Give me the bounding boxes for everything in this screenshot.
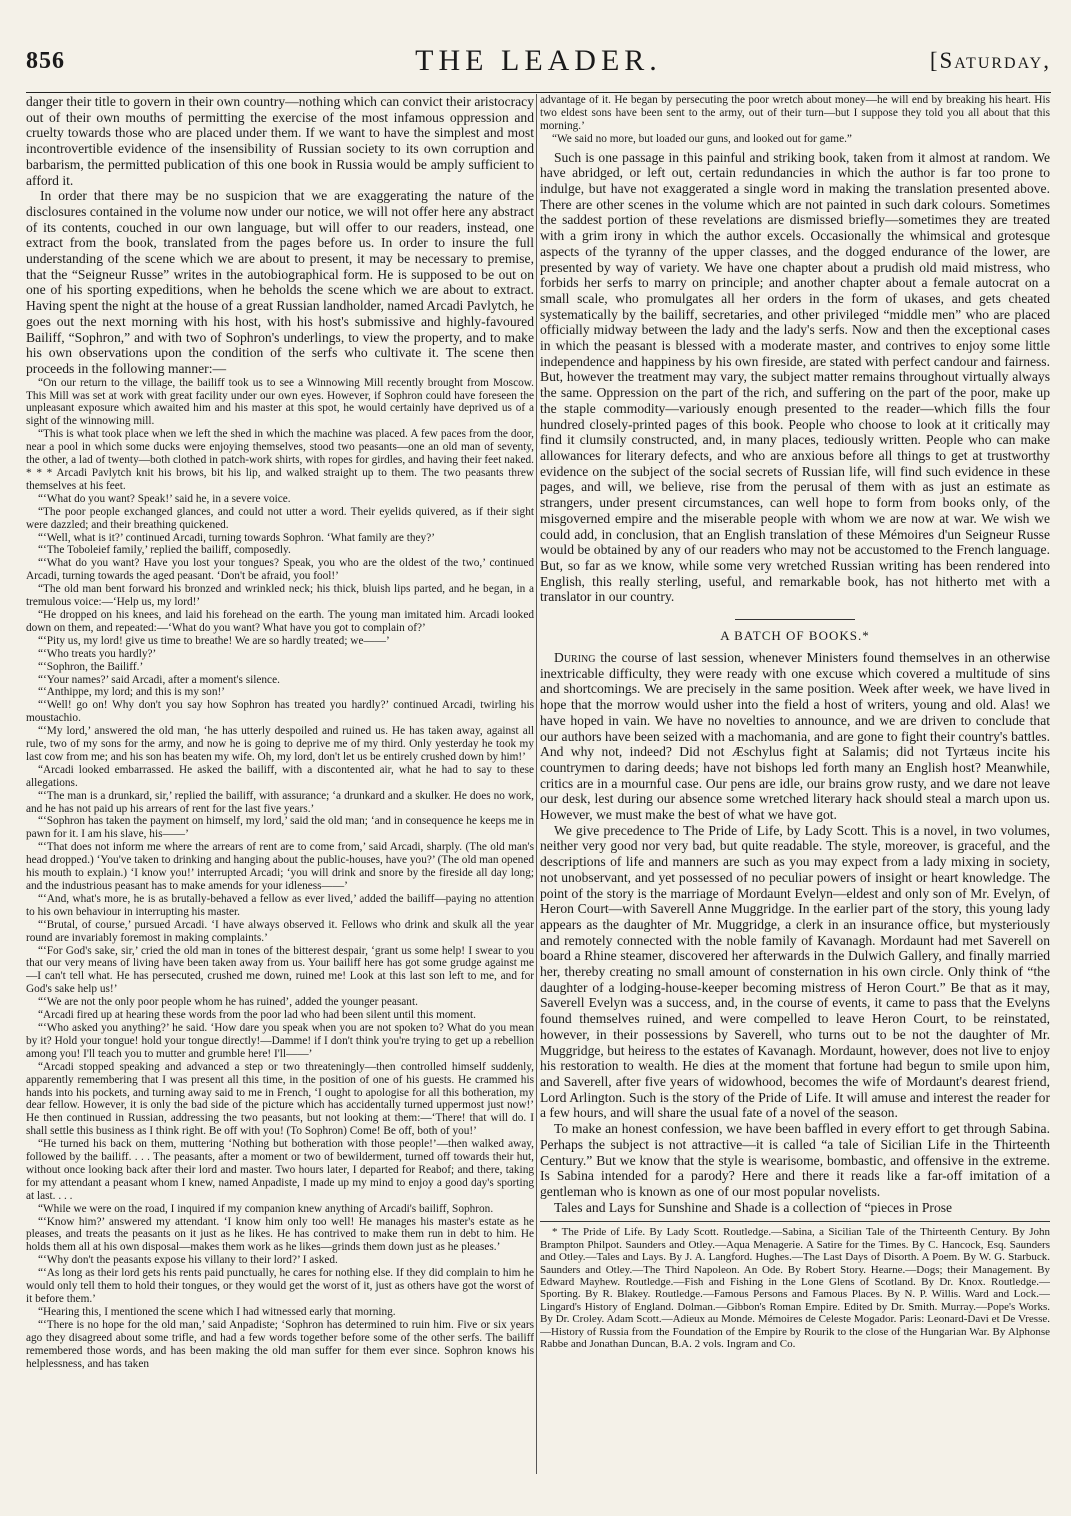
article-paragraph: Such is one passage in this painful and striking book, taken from it almost at random. We have abridged, or left out, certain redundancies in which the author is far too prone to indulge, but have not exaggerated a single word in making the translation presented above. There are other scenes in the volume which are not painted in such dark colours. Sometimes the saddest portion of these revelations are dismissed briefly—sometimes they are treated with a grim irony in which the author excels. Occasionally the whimsical and grotesque aspects of the tyranny of the upper classes, and the dogged endurance of the lower, are presented by way of variety. We have one chapter about a prudish old maid mistress, who forbids her serfs to marry on principle; and another chapter about a female autocrat on a small scale, who promulgates all her orders in the form of ukases, and gets cheated systematically by the bailiff, secretaries, and other privileged “middle men” who are placed officially midway between the lady and the lady's serfs. Now and then the exceptional cases in which the peasant is blessed with a moderate master, and contrives to enjoy some little independence and happiness by his own fireside, are stated with perfect candour and fairness. But, however the treatment may vary, the subject matter remains throughout virtually always the same. Oppression on the part of the rich, and suffering on the part of the poor, make up the staple commodity—variously enough presented to the reader—which fills the four hundred closely-printed pages of this book. People who choose to look at it critically may find it clumsily constructed, and, in many places, tediously written. People who can make allowances for literary defects, and who are anxious before all things to get at trustworthy evidence on the subject of the social secrets of Russian life, will find such evidence in these pages, and will, we believe, rise from the perusal of them with as just an estimate as strangers, under present circumstances, can well hope to form from books only, of the misgoverned empire and the miserable people with whom we are now at war. We wish we could add, in conclusion, that an English translation of these Mémoires d'un Seigneur Russe would be obtained by any of our readers who may not be accustomed to the French language. But, so far as we know, while some very wretched Russian writing has been rendered into English, this really sterling, useful, and remarkable book, has not hitherto met with a translator in our country.	[540, 149, 1050, 605]
right-column	[540, 94, 1050, 1474]
article-paragraph: We give precedence to The Pride of Life, by Lady Scott. This is a novel, in two volumes, neither very good nor very bad, but quite readable. The style, moreover, is graceful, and the descriptions of life and manners are such as you may expect from a lady mixing in society, not unobservant, and yet possessed of no peculiar powers of insight or heart knowledge. The point of the story is the marriage of Mordaunt Evelyn—eldest and only son of Mr. Evelyn, of Heron Court—with Saverell Anne Muggridge. In the earlier part of the story, this young lady appears as the daughter of Mr. Muggridge, a clerk in an insurance office, but mysteriously and remotely connected with the noble family of Kavanagh. Mordaunt had met Saverell on board a Rhine steamer, discovered her afterwards in the Dulwich Gallery, and finally married her, thereby creating no small amount of consternation in his own circle. Only think of “the daughter of a lodging-house-keeper becoming mistress of Heron Court.” Be that as it may, Saverell Evelyn was a success, and, in the course of events, it came to pass that the Evelyns found themselves ruined, and were compelled to leave Heron Court, to be reinstated, however, in their possessions by Saverell, who turns out to be not the daughter of Mr. Muggridge, but heiress to the estates of Kavanagh. Mordaunt, however, does not live to enjoy his restoration to wealth. He dies at the moment that fortune had begun to smile upon him, and Saverell, after five years of widowhood, becomes the wife of Mordaunt's dearest friend, Lord Arlington. Such is the story of the Pride of Life. It will amuse and interest the reader for a few hours, and will share the usual fate of a novel of the season.	[540, 822, 1050, 1121]
quote-paragraph: “Arcadi looked embarrassed. He asked the bailiff, with a discontented air, what he had to say to these allegations.	[26, 763, 534, 789]
quote-paragraph: “‘Brutal, of course,’ pursued Arcadi. ‘I have always observed it. Fellows who drink and skulk all the year round are invariably foremost in making complaints.’	[26, 918, 534, 944]
section-heading: A BATCH OF BOOKS.*	[720, 628, 870, 644]
quote-paragraph: “The poor people exchanged glances, and could not utter a word. Their eyelids quivered, as if their sight were dazzled; and their breathing quickened.	[26, 505, 534, 531]
quote-paragraph: “‘What do you want? Speak!’ said he, in a severe voice.	[38, 492, 291, 505]
article-paragraph: Tales and Lays for Sunshine and Shade is a collection of “pieces in Prose	[554, 1199, 953, 1215]
quote-paragraph: “Arcadi stopped speaking and advanced a step or two threateningly—then controlled himself suddenly, apparently remembering that I was present all this time, in the position of one of his guests. He crammed his hands into his pockets, and turning away said to me in French, ‘I ought to apologise for all this botheration, my dear fellow. However, it is only the bad side of the picture which has accidentally turned uppermost just now!’ He then continued in Russian, addressing the two peasants, but not looking at them:—‘There! that will do. I shall settle this business as I think right. Be off with you! (To Sophron) Come! Be off, both of you!’	[26, 1060, 534, 1138]
left-column	[26, 94, 534, 1474]
quote-paragraph: “We said no more, but loaded our guns, and looked out for game.”	[552, 132, 852, 145]
footnote-rule	[540, 1221, 1050, 1222]
page-number: 856	[26, 48, 65, 74]
quote-paragraph: “‘Sophron, the Bailiff.’	[38, 660, 144, 673]
quote-paragraph: “He dropped on his knees, and laid his forehead on the earth. The young man imitated him. Arcadi looked down on them, and repeated:—‘What do you want? What have you got to complain of?’	[26, 608, 534, 634]
section-divider	[735, 619, 855, 620]
footnote: * The Pride of Life. By Lady Scott. Routledge.—Sabina, a Sicilian Tale of the Thirteenth Century. By John Brampton Philpot. Saunders and Otley.—Aqua Menagerie. A Satire for the Times. By C. Hancock, Esq. Saunders and Otley.—Tales and Lays. By J. A. Langford. Hughes.—The Last Days of Disorth. A Poem. By W. G. Starbuck. Saunders and Otley.—The Third Napoleon. An Ode. By Robert Story. Hearne.—Dogs; their Management. By Edward Mayhew. Routledge.—Fish and Fishing in the Lone Glens of Scotland. By Dr. Knox. Routledge.—Sporting. By R. Blakey. Routledge.—Famous Persons and Famous Places. By N. P. Willis. Ward and Lock.—Lingard's History of England. Dolman.—Gibbon's Roman Empire. Edited by Dr. Smith. Murray.—Pope's Works. By Dr. Croley. Adam Scott.—Adieux au Monde. Mémoires de Celeste Mogador. Paris: Leonard-Davi et De Vresse.—History of Russia from the Foundation of the Empire by Rourik to the close of the Hungarian War. By Alphonse Rabbe and Jonathan Duncan, B.A. 2 vols. Ingram and Co.	[540, 1226, 1050, 1350]
article-paragraph: In order that there may be no suspicion that we are exaggerating the nature of the disclosures contained in the volume now under our notice, we will not offer here any abstract of its contents, couched in our own language, but will offer to our readers, instead, one extract from the book, translated from the pages before us. In order to insure the full understanding of the scene which we are about to present, it may be necessary to premise, that the “Seigneur Russe” writes in the autobiographical form. He is supposed to be out on one of his sporting expeditions, when he beholds the scene which we are about to extract. Having spent the night at the house of a great Russian landholder, named Arcadi Pavlytch, he goes out the next morning with his host, with his host's submissive and highly-favoured Bailiff, “Sophron,” and with two of Sophron's underlings, to view the property, and to make his own observations upon the condition of the serfs who cultivate it. The scene then proceeds in the following manner:—	[26, 188, 534, 376]
extract-quote	[26, 377, 534, 1371]
quote-paragraph: “‘That does not inform me where the arrears of rent are to come from,’ said Arcadi, sharply. (The old man's head dropped.) ‘You've taken to drinking and hanging about the public-houses, have you?’ (The old man opened his mouth to explain.) ‘I know you!’ interrupted Arcadi; ‘you will drink and snore by the fireside all day long; and the industrious peasant has to make amends for your idleness——’	[26, 841, 534, 892]
quote-paragraph: “‘My lord,’ answered the old man, ‘he has utterly despoiled and ruined us. He has taken away, against all rule, two of my sons for the army, and now he is going to deprive me of my third. Only yesterday he took my last cow from me; and his son has beaten my wife. Oh, my lord, don't let us be entirely crushed down by him!’	[26, 725, 534, 763]
quote-paragraph: “‘The man is a drunkard, sir,’ replied the bailiff, with assurance; ‘a drunkard and a skulker. He does no work, and he has not paid up his arrears of rent for the last five years.’	[26, 789, 534, 815]
quote-paragraph: “Hearing this, I mentioned the scene which I had witnessed early that morning.	[38, 1305, 396, 1318]
quote-paragraph: “‘Why don't the peasants expose his villany to their lord?’ I asked.	[38, 1254, 338, 1267]
quote-paragraph: “This is what took place when we left the shed in which the machine was placed. A few paces from the door, near a pool in which some ducks were enjoying themselves, stood two peasants—one an old man of seventy, the other, a lad of twenty—both clothed in patch-work shirts, with ropes for girdles, and having their feet naked. * * * Arcadi Pavlytch knit his brows, bit his lip, and walked straight up to them. The two peasants threw themselves at his feet.	[26, 428, 534, 492]
article-paragraph	[540, 650, 1050, 823]
quote-paragraph: “‘And, what's more, he is as brutally-behaved a fellow as ever lived,’ added the bailiff—paying no attention to his own behaviour in interrupting his master.	[26, 892, 534, 918]
column-divider	[536, 94, 537, 1474]
quote-paragraph: “‘Sophron has taken the payment on himself, my lord,’ said the old man; ‘and in consequence he keeps me in pawn for it. I am his slave, his——’	[26, 815, 534, 841]
lead-word: During	[554, 650, 596, 666]
quote-paragraph: “‘There is no hope for the old man,’ said Anpadiste; ‘Sophron has determined to ruin him. Five or six years ago they disagreed about some trifle, and had a few words together before some of the other serfs. The bailiff remembered those words, and has been making the old man suffer for them ever since. Sophron knows his helplessness, and has taken	[26, 1318, 534, 1370]
quote-paragraph: “‘The Toboleief family,’ replied the bailiff, composedly.	[38, 544, 291, 557]
article-paragraph: To make an honest confession, we have been baffled in every effort to get through Sabina. Perhaps the subject is not attractive—it is called “a tale of Sicilian Life in the Thirteenth Century.” But we know that the style is wearisome, bombastic, and offensive in the extreme. Is Sabina intended for a parody? Here and there it reads like a far-off imitation of a gentleman who is known as one of our most popular novelists.	[540, 1121, 1050, 1199]
quote-paragraph: “‘We are not the only poor people whom he has ruined’, added the younger peasant.	[38, 996, 418, 1009]
quote-paragraph: “‘Your names?’ said Arcadi, after a moment's silence.	[38, 673, 280, 686]
quote-paragraph: “‘What do you want? Have you lost your tongues? Speak, you who are the oldest of the two,’ continued Arcadi, turning towards the aged peasant. ‘Don't be afraid, you fool!’	[26, 557, 534, 583]
quote-paragraph: “Arcadi fired up at hearing these words from the poor lad who had been silent until this moment.	[38, 1009, 476, 1022]
quote-paragraph: “‘Anthippe, my lord; and this is my son!’	[38, 686, 226, 699]
header-rule	[26, 92, 1051, 93]
quote-paragraph: “‘Who asked you anything?’ he said. ‘How dare you speak when you are not spoken to? What do you mean by it? Hold your tongue! hold your tongue directly!—Damme! if I don't think you're trying to get up a rebellion among you! I'll teach you to mutter and grumble here! I'll——’	[26, 1021, 534, 1060]
page-header	[26, 44, 1051, 88]
quote-paragraph: “While we were on the road, I inquired if my companion knew anything of Arcadi's bailiff, Sophron.	[38, 1202, 494, 1215]
quote-paragraph: “He turned his back on them, muttering ‘Nothing but botheration with those people!’—then walked away, followed by the bailiff. . . . The peasants, after a moment or two of bewilderment, turned off towards their hut, without once looking back after their lord and master. Two hours later, I departed for Reabof; and there, taking for my attendant a peasant whom I knew, named Anpadiste, I made up my mind to enjoy a good day's sporting at last. . . .	[26, 1138, 534, 1202]
quote-paragraph: advantage of it. He began by persecuting the poor wretch about money—he will end by breaking his heart. His two eldest sons have been sent to the army, out of their turn—but I suppose they told you all about that this morning.’	[540, 94, 1050, 132]
quote-paragraph: “‘As long as their lord gets his rents paid punctually, he cares for nothing else. If they did complain to him he would only tell them to hold their tongues, or they would get the worst of it, just as others have got the worst of it before them.’	[26, 1267, 534, 1305]
quote-paragraph: “‘Well! go on! Why don't you say how Sophron has treated you hardly?’ continued Arcadi, twirling his moustachio.	[26, 699, 534, 725]
paragraph-text: the course of last session, whenever Ministers found themselves in an otherwise inextricable difficulty, they were ready with one excuse which covered a multitude of sins and shortcomings. We are precisely in the same position. Week after week, we have lived in hope that the morrow would usher into the field a host of writers, young and old. Alas! we have hoped in vain. We have no novelties to announce, and we are driven to conclude that our authors have been seized with a machomania, and are gone to fight their country's battles. And why not, indeed? Did not Æschylus fight at Salamis; did not Tyrtæus incite his countrymen to daring deeds; have not bishops led forth many an English host? Meanwhile, critics are in a mournful case. Our pens are idle, our brains grow rusty, and we dare not leave our desk, lest during our absence some wretched literary hack should steal a march upon us. However, we must make the best of what we have got.	[540, 650, 1050, 823]
issue-day: [Saturday,	[929, 48, 1051, 73]
quote-paragraph: “The old man bent forward his bronzed and wrinkled neck; his thick, bluish lips parted, and he began, in a tremulous voice:—‘Help us, my lord!’	[26, 583, 534, 609]
article-paragraph: danger their title to govern in their own country—nothing which can convict their aristocracy out of their own mouths of permitting the exercise of the most infamous oppression and cruelty towards those who are placed under them. If we want to have the simplest and most incontrovertible evidence of the insensibility of Russian society to its own corruption and barbarism, the permitted publication of this one book in Russia would be amply sufficient to afford it.	[26, 94, 534, 188]
quote-paragraph: “‘Well, what is it?’ continued Arcadi, turning towards Sophron. ‘What family are they?’	[38, 531, 435, 544]
quote-paragraph: “‘Know him?’ answered my attendant. ‘I know him only too well! He manages his master's estate as he pleases, and treats the peasants on it just as he likes. He has contrived to make them run in debt to him. He holds them all at his own disposal—makes them work as he likes—grinds them down just as he pleases.’	[26, 1215, 534, 1254]
quote-paragraph: “‘Who treats you hardly?’	[38, 647, 157, 660]
quote-paragraph: “‘Pity us, my lord! give us time to breathe! We are so hardly treated; we——’	[38, 634, 390, 647]
quote-paragraph: “‘For God's sake, sir,’ cried the old man in tones of the bitterest despair, ‘grant us some help! I swear to you that our very means of living have been taken away from us. Your bailiff here has got some grudge against me—I can't tell what. He has persecuted, crushed me down, ruined me! Look at this last son left to me, and for God's sake help us!’	[26, 944, 534, 996]
quote-paragraph: “On our return to the village, the bailiff took us to see a Winnowing Mill recently brought from Moscow. This Mill was set at work with great facility under our own eyes. However, if Sophron could have foreseen the unpleasant exposure which awaited him and his master at this spot, he would certainly have deprived us of a sight of the winnowing mill.	[26, 376, 534, 428]
masthead-title: THE LEADER.	[415, 44, 662, 77]
